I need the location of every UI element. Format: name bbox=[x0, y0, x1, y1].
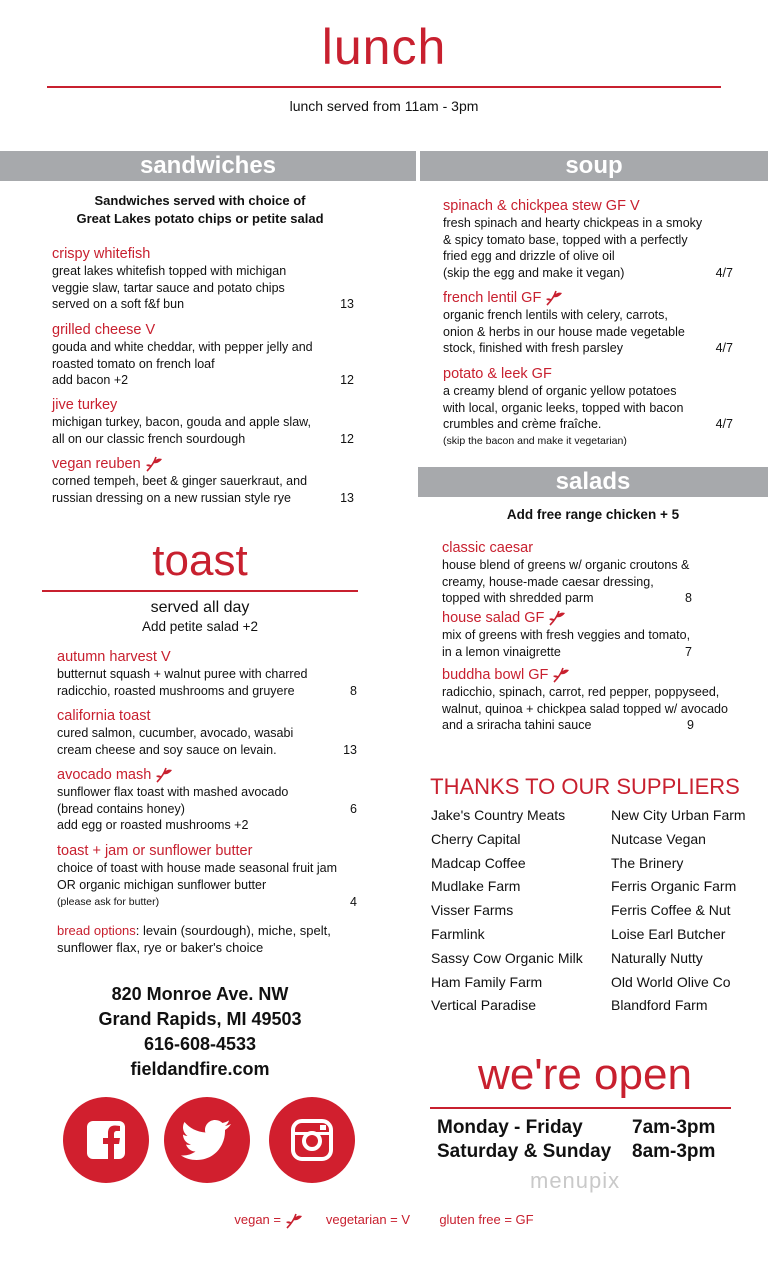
item-desc: a creamy blend of organic yellow potatoes with local, organic leeks, topped with bacon crumbles and crème fraîche. bbox=[443, 384, 684, 431]
item-name: house salad GF bbox=[442, 610, 545, 626]
item-price: 4/7 bbox=[715, 417, 733, 431]
website-link[interactable]: fieldandfire.com bbox=[130, 1059, 270, 1079]
suppliers-title: THANKS TO OUR SUPPLIERS bbox=[430, 774, 740, 799]
item-name: grilled cheese V bbox=[52, 322, 156, 338]
phone-number: 616-608-4533 bbox=[143, 1034, 257, 1054]
menu-item-avocado-mash bbox=[57, 766, 357, 834]
page-title: lunch bbox=[321, 19, 447, 75]
salads-header: salads bbox=[418, 467, 768, 497]
menu-item-french-lentil bbox=[443, 289, 733, 357]
supplier-name: Naturally Nutty bbox=[611, 949, 703, 966]
menu-item-grilled-cheese bbox=[52, 321, 354, 389]
served-hours: lunch served from 11am - 3pm bbox=[289, 98, 479, 114]
item-desc: house blend of greens w/ organic croutons & creamy, house-made caesar dressing, topped with shredded parm bbox=[442, 558, 690, 605]
suppliers-col-2 bbox=[611, 804, 746, 1018]
hours-times bbox=[632, 1116, 715, 1164]
facebook-icon[interactable] bbox=[63, 1097, 149, 1183]
item-name: buddha bowl GF bbox=[442, 667, 549, 683]
supplier-name: Nutcase Vegan bbox=[611, 830, 706, 847]
bread-options bbox=[57, 922, 357, 956]
item-price: 13 bbox=[340, 490, 354, 505]
hours-days-weekend: Saturday & Sunday bbox=[437, 1141, 612, 1162]
item-price: 4/7 bbox=[715, 265, 733, 280]
sandwiches-note bbox=[40, 192, 360, 228]
item-price: 8 bbox=[685, 591, 692, 605]
hours-time-weekday: 7am-3pm bbox=[632, 1117, 716, 1138]
item-price: 13 bbox=[343, 742, 357, 757]
supplier-name: Ferris Coffee & Nut bbox=[611, 902, 731, 919]
item-name: avocado mash bbox=[57, 767, 152, 783]
item-desc: cured salmon, cucumber, avocado, wasabi cream cheese and soy sauce on levain. bbox=[57, 726, 294, 757]
sandwiches-note-line1: Sandwiches served with choice of bbox=[94, 193, 306, 208]
item-extra: (please ask for butter) bbox=[57, 896, 160, 908]
menu-item-vegan-reuben bbox=[52, 455, 354, 506]
item-price: 12 bbox=[340, 431, 354, 446]
twitter-icon[interactable] bbox=[164, 1097, 250, 1183]
supplier-name: Old World Olive Co bbox=[611, 973, 731, 990]
address-street: 820 Monroe Ave. NW bbox=[111, 984, 289, 1004]
supplier-name: Blandford Farm bbox=[611, 997, 708, 1014]
supplier-name: Loise Earl Butcher bbox=[611, 925, 726, 942]
item-name: vegan reuben bbox=[52, 456, 141, 472]
instagram-icon[interactable] bbox=[269, 1097, 355, 1183]
legend-gluten-free: gluten free = GF bbox=[439, 1212, 534, 1227]
soup-header: soup bbox=[420, 151, 768, 181]
supplier-name: Ferris Organic Farm bbox=[611, 878, 737, 895]
item-price: 9 bbox=[687, 718, 694, 732]
toast-note-line1: served all day bbox=[150, 599, 250, 616]
item-desc: sunflower flax toast with mashed avocado (bread contains honey) bbox=[57, 785, 289, 816]
vegan-leaf-icon bbox=[548, 610, 566, 626]
item-desc: organic french lentils with celery, carrots, onion & herbs in our house made vegetable stock, finished with fresh parsley bbox=[443, 308, 685, 355]
item-price: 7 bbox=[685, 644, 692, 659]
item-extra: add bacon +2 bbox=[52, 373, 129, 387]
legend-vegetarian: vegetarian = V bbox=[325, 1212, 411, 1227]
toast-note bbox=[42, 598, 358, 636]
item-desc: corned tempeh, beet & ginger sauerkraut, and russian dressing on a new russian style rye bbox=[52, 474, 308, 505]
toast-rule bbox=[42, 590, 358, 592]
vegan-leaf-icon bbox=[285, 1213, 303, 1229]
bread-options-label: bread options bbox=[57, 923, 136, 938]
item-desc: choice of toast with house made seasonal fruit jam OR organic michigan sunflower butter bbox=[57, 861, 338, 892]
supplier-name: The Brinery bbox=[611, 854, 684, 871]
item-desc: michigan turkey, bacon, gouda and apple slaw, all on our classic french sourdough bbox=[52, 415, 311, 446]
supplier-name: Visser Farms bbox=[431, 902, 514, 919]
item-desc: gouda and white cheddar, with pepper jelly and roasted tomato on french loaf bbox=[52, 340, 313, 371]
supplier-name: Jake's Country Meats bbox=[431, 807, 566, 823]
item-price: 12 bbox=[340, 373, 354, 387]
item-desc: butternut squash + walnut puree with charred radicchio, roasted mushrooms and gruyere bbox=[57, 667, 308, 698]
supplier-name: Mudlake Farm bbox=[431, 878, 521, 895]
salads-note: Add free range chicken + 5 bbox=[506, 507, 680, 522]
menu-item-jive-turkey bbox=[52, 396, 354, 447]
title-rule bbox=[47, 86, 721, 88]
item-extra: (skip the bacon and make it vegetarian) bbox=[443, 434, 627, 447]
menu-item-toast-jam bbox=[57, 842, 357, 911]
menu-item-crispy-whitefish bbox=[52, 245, 354, 313]
item-extra: (skip the egg and make it vegan) bbox=[443, 265, 625, 280]
item-desc: great lakes whitefish topped with michigan veggie slaw, tartar sauce and potato chips served on a soft f&f bun bbox=[52, 264, 287, 311]
item-name: autumn harvest V bbox=[57, 649, 171, 665]
contact-block bbox=[40, 982, 360, 1082]
item-name: spinach & chickpea stew GF V bbox=[443, 198, 640, 214]
hours-time-weekend: 8am-3pm bbox=[632, 1141, 716, 1162]
item-name: potato & leek GF bbox=[443, 366, 552, 382]
item-desc: mix of greens with fresh veggies and tomato, in a lemon vinaigrette bbox=[442, 628, 691, 659]
item-name: french lentil GF bbox=[443, 290, 542, 306]
bread-options-text: : levain (sourdough), miche, spelt, sunflower flax, rye or baker's choice bbox=[57, 923, 331, 955]
menu-item-house-salad bbox=[442, 609, 742, 660]
supplier-name: Madcap Coffee bbox=[431, 854, 526, 871]
toast-note-line2: Add petite salad +2 bbox=[142, 619, 258, 634]
item-desc: fresh spinach and hearty chickpeas in a smoky & spicy tomato base, topped with a perfectly fried egg and drizzle of olive oil bbox=[443, 216, 703, 263]
supplier-name: Farmlink bbox=[431, 925, 485, 942]
vegan-leaf-icon bbox=[552, 667, 570, 683]
hours-days-weekday: Monday - Friday bbox=[437, 1117, 583, 1138]
item-price: 8 bbox=[350, 683, 357, 698]
item-name: jive turkey bbox=[52, 397, 118, 413]
open-title: we're open bbox=[478, 1050, 692, 1099]
menu-item-buddha-bowl bbox=[442, 666, 748, 734]
open-rule bbox=[430, 1107, 731, 1109]
item-name: classic caesar bbox=[442, 540, 534, 556]
vegan-leaf-icon bbox=[545, 290, 563, 306]
supplier-name: Cherry Capital bbox=[431, 830, 521, 847]
item-name: crispy whitefish bbox=[52, 246, 151, 262]
menu-item-california-toast bbox=[57, 707, 357, 758]
legend bbox=[0, 1212, 768, 1229]
supplier-name: New City Urban Farm bbox=[611, 807, 746, 823]
menu-item-spinach-chickpea-stew bbox=[443, 197, 733, 281]
menu-item-potato-leek bbox=[443, 365, 733, 449]
hours-days bbox=[437, 1116, 611, 1164]
vegan-leaf-icon bbox=[155, 767, 173, 783]
legend-vegan: vegan = bbox=[234, 1212, 281, 1227]
suppliers-col-1 bbox=[431, 804, 583, 1018]
sandwiches-header: sandwiches bbox=[0, 151, 416, 181]
item-price: 13 bbox=[340, 297, 354, 311]
watermark: menupix bbox=[530, 1168, 621, 1193]
item-desc: radicchio, spinach, carrot, red pepper, poppyseed, walnut, quinoa + chickpea salad topped w/ avocado and a sriracha tahini sauce bbox=[442, 685, 728, 732]
supplier-name: Ham Family Farm bbox=[431, 973, 543, 990]
item-name: toast + jam or sunflower butter bbox=[57, 843, 253, 859]
vegan-leaf-icon bbox=[145, 456, 163, 472]
menu-item-classic-caesar bbox=[442, 539, 742, 607]
item-name: california toast bbox=[57, 708, 151, 724]
supplier-name: Sassy Cow Organic Milk bbox=[431, 949, 583, 966]
toast-title: toast bbox=[152, 536, 248, 585]
item-price: 4/7 bbox=[715, 341, 733, 355]
item-extra: add egg or roasted mushrooms +2 bbox=[57, 818, 249, 832]
item-price: 6 bbox=[350, 801, 357, 816]
address-city: Grand Rapids, MI 49503 bbox=[98, 1009, 302, 1029]
supplier-name: Vertical Paradise bbox=[431, 997, 537, 1014]
sandwiches-note-line2: Great Lakes potato chips or petite salad bbox=[76, 211, 324, 226]
menu-item-autumn-harvest bbox=[57, 648, 357, 699]
item-price: 4 bbox=[350, 895, 357, 909]
